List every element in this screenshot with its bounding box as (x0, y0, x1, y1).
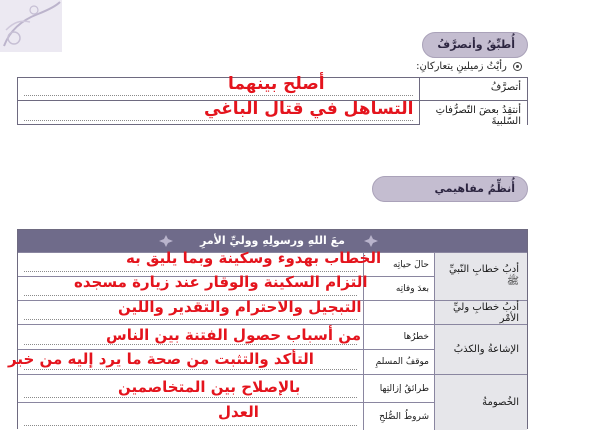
handwritten-answer: التزام السكينة والوقار عند زيارة مسجده (74, 273, 368, 291)
concepts-table-title-text: معَ اللهِ ورسولِهِ ووليِّ الأمرِ (200, 234, 345, 247)
sub-reconciliation-conditions: شروطُ الصُّلحِ (363, 402, 435, 430)
instruction-line (250, 61, 522, 72)
category-ruler-address (435, 300, 527, 324)
category-label: الإشاعةُ والكذبُ (453, 344, 519, 355)
handwritten-answer: الخطاب بهدوء وسكينة وبما يليق به (126, 249, 382, 267)
handwritten-answer: التأكد والتثبت من صحة ما يرد إليه من خبر (8, 350, 314, 368)
handwritten-answer: بالإصلاح بين المتخاصمين (118, 378, 301, 396)
sub-removal-methods: طرائقُ إزالتِها (363, 374, 435, 402)
handwritten-answer-criticize: التساهل في قتال الباغي (204, 99, 414, 119)
section-header-concepts (372, 176, 528, 202)
section-header-concepts-label: أُنظِّمُ مفاهيمي (434, 182, 515, 195)
star-ornament-icon (158, 234, 174, 248)
sub-after-death: بعدَ وفاتِه (363, 276, 435, 300)
category-label: أدبُ خطابِ النّبيِّ ﷺ (448, 264, 519, 287)
handwritten-answer: العدل (218, 403, 259, 421)
sub-ruler (363, 300, 435, 324)
star-ornament-icon (363, 234, 379, 248)
category-label: أدبُ خطابِ وليِّ الأمْرِ (452, 301, 519, 324)
row-label-act: أتصرَّفُ (419, 78, 527, 100)
category-label: الخُصومةُ (482, 397, 519, 408)
sub-muslim-stance: موقفُ المسلمِ (363, 349, 435, 374)
handwritten-answer: من أسباب حصول الفتنة بين الناس (106, 326, 362, 344)
sub-danger: خطرُها (363, 324, 435, 349)
answer-field-act[interactable] (24, 78, 413, 100)
category-rumor-lying (435, 324, 527, 374)
instruction-text: رأيْتُ زميلينِ يتعاركانِ: (416, 61, 507, 72)
section-header-apply (422, 32, 528, 58)
handwritten-answer: التبجيل والاحترام والتقدير واللين (118, 298, 362, 316)
radio-bullet-icon (513, 62, 522, 71)
section-header-apply-label: أُطبِّقُ وأتصرَّفُ (437, 38, 515, 51)
answer-cell[interactable] (18, 402, 363, 430)
corner-ornament-icon (0, 0, 62, 52)
category-prophet-address (435, 252, 527, 300)
handwritten-answer-act: أصلح بينهما (228, 74, 325, 94)
sub-in-lifetime: حالَ حياتِه (363, 252, 435, 276)
category-dispute (435, 374, 527, 430)
row-label-criticize: أنتقِدُ بعضَ التّصرُّفاتِ السّلبيةَ (419, 101, 527, 125)
